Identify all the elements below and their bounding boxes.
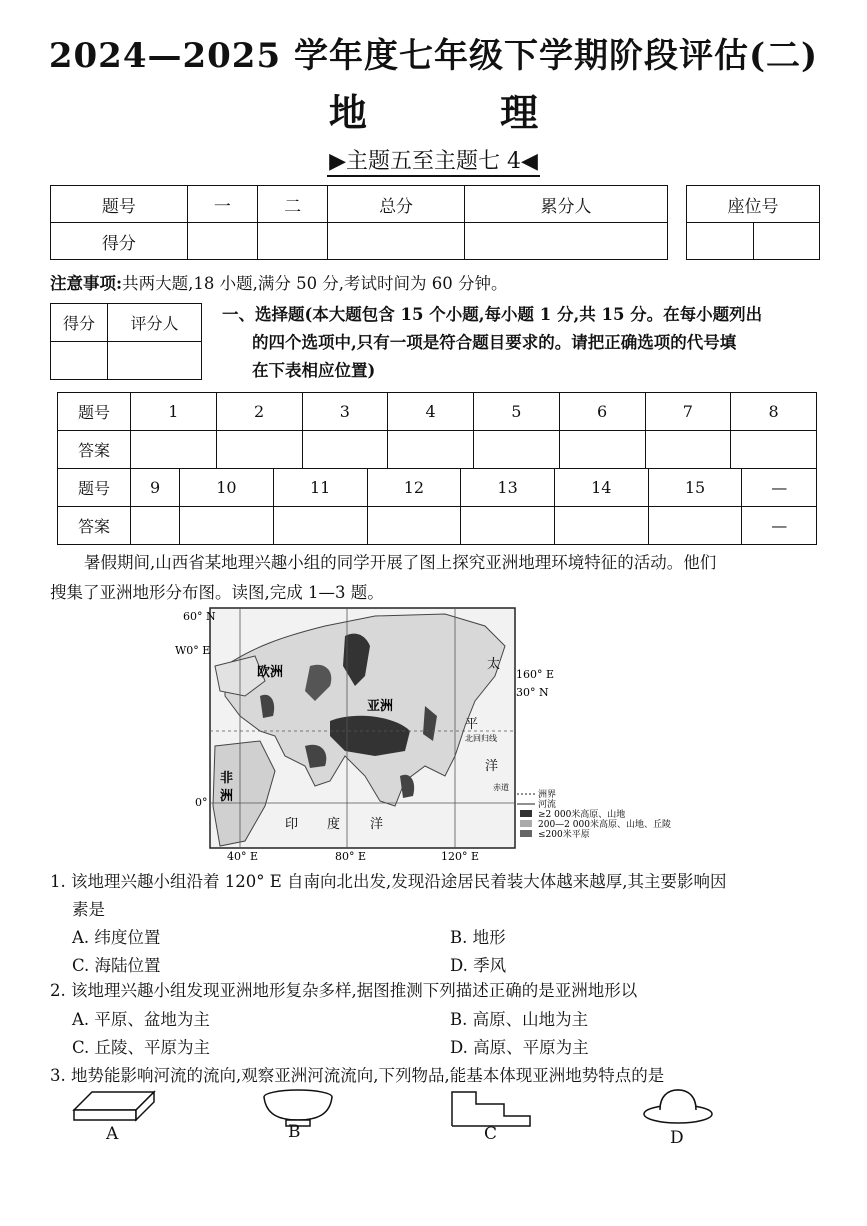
answer-table-1 [57, 392, 817, 469]
answer-num: 6 [559, 393, 645, 431]
question-1 [50, 868, 830, 924]
score-input[interactable] [257, 223, 327, 260]
option-2d[interactable]: D. 高原、平原为主 [450, 1038, 589, 1057]
answer-label: 答案 [58, 431, 131, 469]
map-label-lon80: 80° E [335, 850, 367, 863]
map-label-lat60: 60° N [183, 610, 216, 623]
answer-input[interactable] [131, 507, 180, 545]
question-2: 2. 该地理兴趣小组发现亚洲地形复杂多样,据图推测下列描述正确的是亚洲地形以 [50, 981, 638, 1000]
option-2b[interactable]: B. 高原、山地为主 [450, 1010, 589, 1029]
score-cell: 得分 [51, 223, 188, 260]
score-cell: 总分 [328, 186, 465, 223]
answer-input[interactable] [474, 431, 560, 469]
section1-line: 在下表相应位置) [252, 361, 376, 380]
legend-item: ≤200米平原 [538, 830, 590, 840]
option-3d-figure[interactable] [640, 1086, 716, 1134]
answer-dash: — [742, 507, 817, 545]
map-label-lat0: 0° [195, 796, 208, 809]
asia-terrain-map [165, 606, 725, 864]
topic-line [0, 144, 867, 177]
map-label-tropic: 北回归线 [465, 734, 497, 743]
option-1c[interactable]: C. 海陆位置 [72, 956, 161, 975]
answer-num: 7 [645, 393, 731, 431]
section1-line: 一、选择题(本大题包含 15 个小题,每小题 1 分,共 15 分。在每小题列出 [222, 305, 763, 324]
score-cell: 累分人 [464, 186, 667, 223]
notice-text: 共两大题,18 小题,满分 50 分,考试时间为 60 分钟。 [122, 274, 508, 293]
map-label-lon0: W0° E [175, 644, 211, 657]
answer-num: 10 [180, 469, 274, 507]
answer-input[interactable] [645, 431, 731, 469]
option-3b-label[interactable]: B [288, 1122, 301, 1142]
option-1d[interactable]: D. 季风 [450, 956, 507, 975]
map-label-africa1: 非 [220, 771, 234, 786]
answer-input[interactable] [131, 431, 217, 469]
map-label-pacific1: 太 [487, 657, 501, 672]
grader-input[interactable] [108, 342, 202, 380]
option-3a-label[interactable]: A [106, 1124, 119, 1144]
legend-item: 河流 [538, 800, 557, 810]
map-label-pacific2: 平 [465, 717, 479, 732]
answer-num: 12 [367, 469, 461, 507]
answer-num: 3 [302, 393, 388, 431]
answer-label: 答案 [58, 507, 131, 545]
answer-input[interactable] [216, 431, 302, 469]
answer-input[interactable] [273, 507, 367, 545]
score-cell: 二 [257, 186, 327, 223]
option-3c-label[interactable]: C [484, 1124, 498, 1144]
question-text: 素是 [72, 900, 105, 919]
section1-line: 的四个选项中,只有一项是符合题目要求的。请把正确选项的代号填 [252, 333, 737, 352]
legend-item: 洲界 [538, 790, 557, 800]
option-1a[interactable]: A. 纬度位置 [72, 928, 161, 947]
answer-table-2 [57, 468, 817, 545]
answer-input[interactable] [731, 431, 817, 469]
map-label-lon40: 40° E [227, 850, 259, 863]
score-table [50, 185, 668, 260]
answer-num: 1 [131, 393, 217, 431]
answer-input[interactable] [554, 507, 648, 545]
option-2a[interactable]: A. 平原、盆地为主 [72, 1010, 210, 1029]
intro-paragraph [50, 548, 825, 608]
answer-input[interactable] [461, 507, 555, 545]
topic-text: ▶主题五至主题七 4◀ [327, 144, 540, 177]
answer-num: — [742, 469, 817, 507]
score-cell: 题号 [51, 186, 188, 223]
intro-line: 搜集了亚洲地形分布图。读图,完成 1—3 题。 [50, 583, 384, 602]
answer-num: 8 [731, 393, 817, 431]
map-label-indian3: 洋 [370, 817, 384, 832]
map-label-indian2: 度 [327, 817, 341, 832]
notice [50, 270, 508, 294]
section1-instructions [222, 301, 827, 385]
map-label-europe: 欧洲 [257, 665, 284, 680]
intro-line: 暑假期间,山西省某地理兴趣小组的同学开展了图上探究亚洲地理环境特征的活动。他们 [84, 553, 717, 572]
grader-table [50, 303, 202, 380]
exam-title: 2024—2025 学年度七年级下学期阶段评估(二) [48, 36, 819, 76]
seat-input[interactable] [687, 223, 754, 260]
answer-input[interactable] [648, 507, 742, 545]
legend-item: 200—2 000米高原、山地、丘陵 [538, 820, 671, 830]
map-label-lon120: 120° E [441, 850, 480, 863]
answer-input[interactable] [559, 431, 645, 469]
question-3: 3. 地势能影响河流的流向,观察亚洲河流流向,下列物品,能基本体现亚洲地势特点的是 [50, 1066, 665, 1085]
map-label-lat30: 30° N [516, 686, 549, 699]
seat-input[interactable] [753, 223, 820, 260]
answer-input[interactable] [302, 431, 388, 469]
answer-num: 4 [388, 393, 474, 431]
grader-input[interactable] [51, 342, 108, 380]
score-cell: 一 [187, 186, 257, 223]
map-label-indian1: 印 [285, 817, 299, 832]
grader-score-label: 得分 [51, 304, 108, 342]
score-input[interactable] [328, 223, 465, 260]
grader-name-label: 评分人 [108, 304, 202, 342]
legend-item: ≥2 000米高原、山地 [538, 810, 626, 820]
answer-num: 11 [273, 469, 367, 507]
answer-num-label: 题号 [58, 469, 131, 507]
answer-input[interactable] [367, 507, 461, 545]
score-input[interactable] [187, 223, 257, 260]
answer-num: 13 [461, 469, 555, 507]
map-label-asia: 亚洲 [367, 699, 394, 714]
option-1b[interactable]: B. 地形 [450, 928, 506, 947]
seat-label: 座位号 [687, 186, 820, 223]
answer-num: 9 [131, 469, 180, 507]
answer-num: 15 [648, 469, 742, 507]
score-input[interactable] [464, 223, 667, 260]
answer-num: 14 [554, 469, 648, 507]
notice-label: 注意事项: [50, 274, 123, 293]
option-2c[interactable]: C. 丘陵、平原为主 [72, 1038, 211, 1057]
answer-num-label: 题号 [58, 393, 131, 431]
map-label-africa2: 洲 [220, 789, 234, 804]
answer-num: 2 [216, 393, 302, 431]
option-3d-label[interactable]: D [670, 1128, 684, 1148]
map-legend [517, 788, 671, 840]
answer-num: 5 [474, 393, 560, 431]
map-label-equator: 赤道 [493, 783, 509, 792]
answer-input[interactable] [180, 507, 274, 545]
seat-table [686, 185, 820, 260]
question-text: 1. 该地理兴趣小组沿着 120° E 自南向北出发,发现沿途居民着装大体越来越厚,其主要影响因 [50, 872, 727, 891]
map-label-pacific3: 洋 [485, 759, 499, 774]
map-label-lon160: 160° E [516, 668, 555, 681]
subject-title: 地 理 [328, 90, 599, 135]
answer-input[interactable] [388, 431, 474, 469]
